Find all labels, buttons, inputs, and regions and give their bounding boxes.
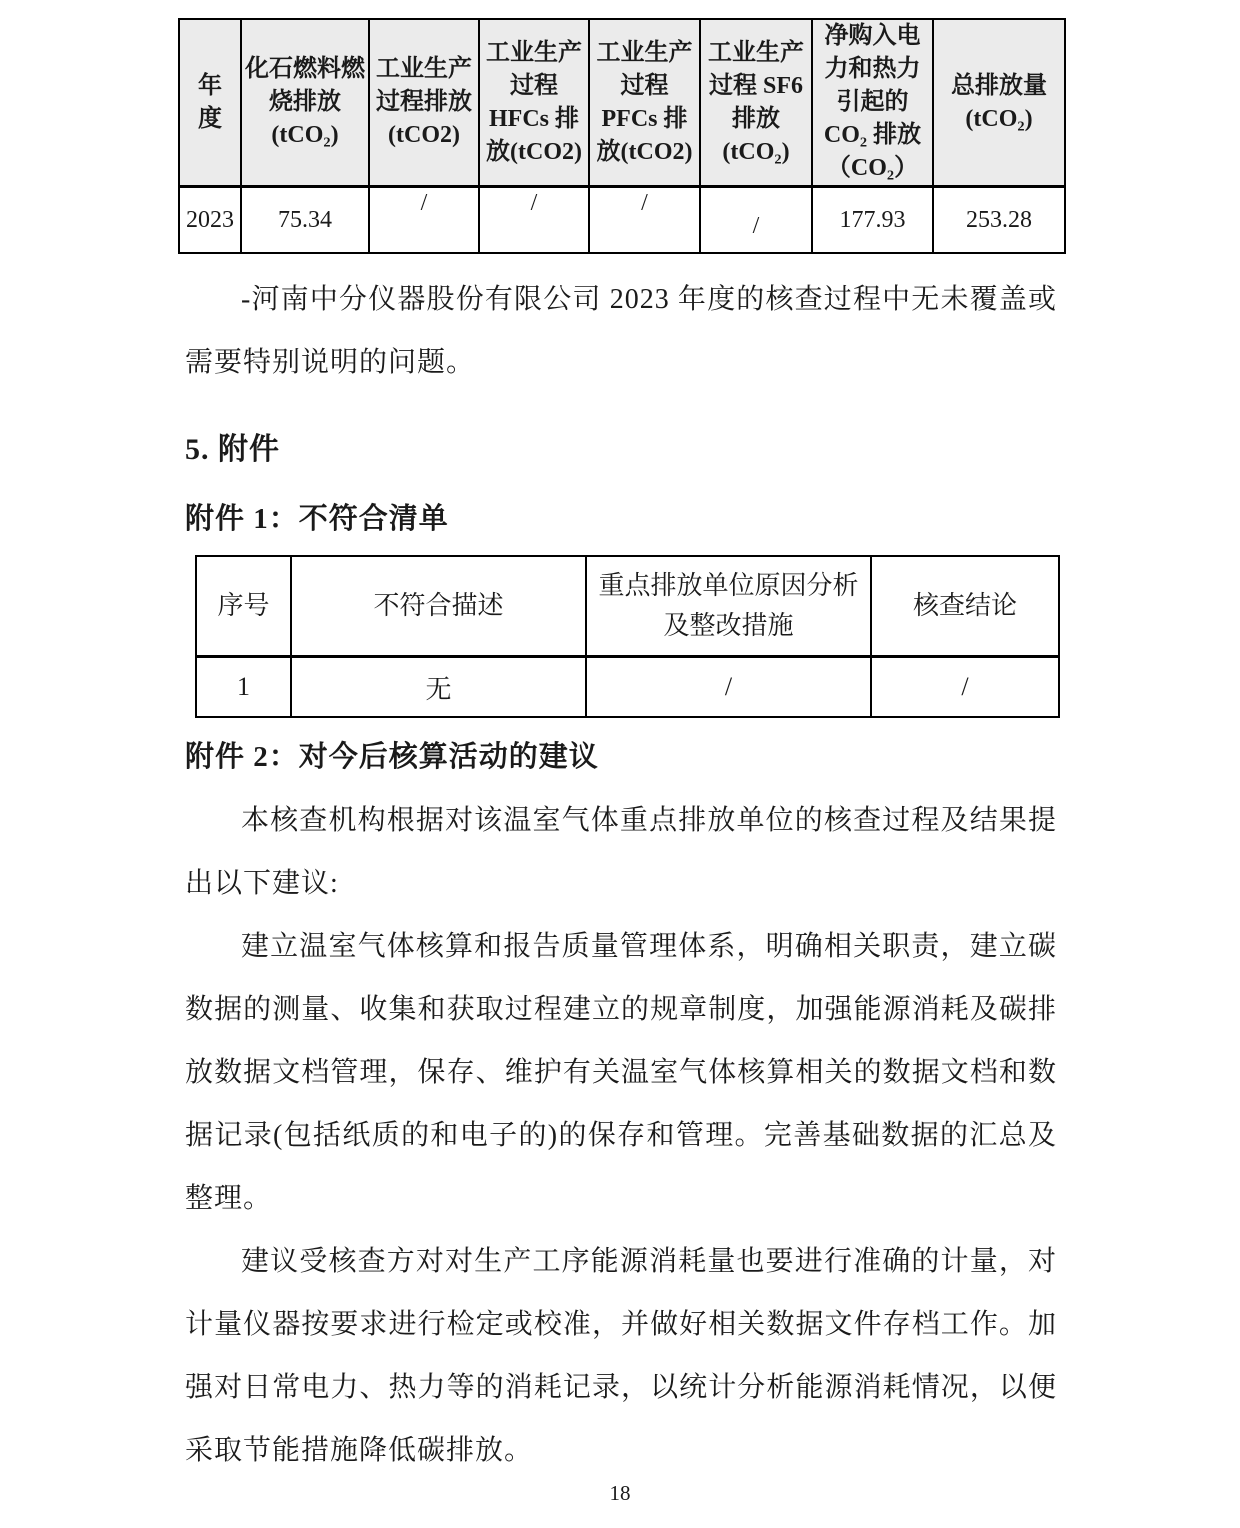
table-header-cell: 工业生产过程 HFCs 排放(tCO2) [479, 19, 589, 187]
table-header-cell: 化石燃料燃烧排放(tCO₂) [241, 19, 369, 187]
table-cell-sf6: / [700, 187, 812, 254]
note-paragraph: -河南中分仪器股份有限公司 2023 年度的核查过程中无未覆盖或需要特别说明的问题。 [185, 284, 1057, 378]
emissions-table-header-row [179, 19, 1065, 187]
table-header-cell: 工业生产过程 PFCs 排放(tCO2) [589, 19, 700, 187]
table-cell-analysis: / [586, 657, 871, 718]
table-cell-conclusion: / [871, 657, 1059, 718]
table-header-cell: 总排放量(tCO₂) [933, 19, 1065, 187]
recommendation-intro-paragraph: 本核查机构根据对该温室气体重点排放单位的核查过程及结果提出以下建议: [185, 805, 1057, 899]
nonconformity-table [195, 555, 1060, 718]
table-header-cell: 核查结论 [871, 556, 1059, 657]
recommendation-paragraph-2: 建议受核查方对对生产工序能源消耗量也要进行准确的计量，对计量仪器按要求进行检定或校准，并做好相关数据文件存档工作。加强对日常电力、热力等的消耗记录，以统计分析能源消耗情况，以便采取节能措施降低碳排放。 [185, 1246, 1057, 1466]
table-cell-index: 1 [196, 657, 291, 718]
table-cell-process: / [369, 187, 479, 254]
table-cell-description: 无 [291, 657, 586, 718]
table-header-cell: 序号 [196, 556, 291, 657]
attachment-1-heading: 附件 1：不符合清单 [185, 503, 449, 535]
table-cell-fossil-fuel: 75.34 [241, 187, 369, 254]
table-header-cell: 工业生产过程 SF6 排放(tCO₂) [700, 19, 812, 187]
table-header-cell: 工业生产过程排放(tCO2) [369, 19, 479, 187]
attachment-2-heading: 附件 2：对今后核算活动的建议 [185, 741, 599, 773]
table-header-cell: 年度 [179, 19, 241, 187]
recommendation-paragraph-1: 建立温室气体核算和报告质量管理体系，明确相关职责，建立碳数据的测量、收集和获取过程建立的规章制度，加强能源消耗及碳排放数据文档管理，保存、维护有关温室气体核算相关的数据文档和数据记录(包括纸质的和电子的)的保存和管理。完善基础数据的汇总及整理。 [185, 931, 1057, 1214]
emissions-summary-table [178, 18, 1066, 254]
table-header-cell: 净购入电力和热力引起的 CO₂ 排放（CO₂） [812, 19, 933, 187]
table-cell-electricity-heat: 177.93 [812, 187, 933, 254]
page-number: 18 [609, 1481, 631, 1505]
emissions-table-data-row [179, 187, 1065, 254]
table-cell-hfcs: / [479, 187, 589, 254]
table-header-cell: 重点排放单位原因分析及整改措施 [586, 556, 871, 657]
table-cell-pfcs: / [589, 187, 700, 254]
nonconformity-table-data-row [196, 657, 1059, 718]
table-cell-total: 253.28 [933, 187, 1065, 254]
table-cell-year: 2023 [179, 187, 241, 254]
nonconformity-table-header-row [196, 556, 1059, 657]
section-5-heading: 5. 附件 [185, 433, 280, 466]
table-header-cell: 不符合描述 [291, 556, 586, 657]
page-content [178, 18, 1064, 1482]
